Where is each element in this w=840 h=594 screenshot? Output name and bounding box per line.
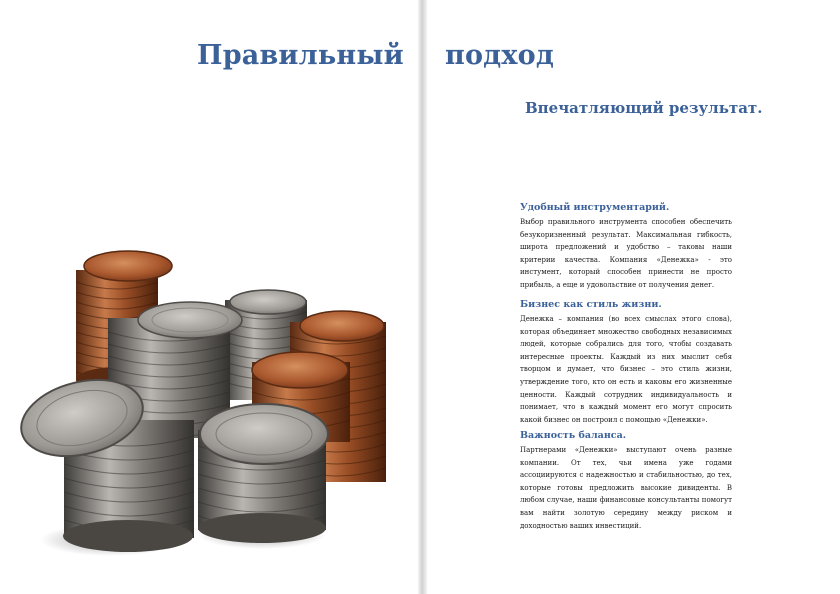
section-heading: Бизнес как стиль жизни.	[520, 299, 662, 310]
coin-stacks-image	[0, 0, 418, 594]
page-gutter	[418, 0, 427, 594]
section-text: Партнерами «Денежки» выступают очень разные компании. От тех, чьи имена уже годами ассоциируются с надежностью и стабильностью, до тех, которые готовы предложить высокие дивиденты. В любом случае, наши финансовые консультанты помогут вам найти золотую середину между риском и доходностью ваших инвестиций.	[520, 446, 732, 530]
section-text: Денежка – компания (во всех смыслах этого слова), которая объединяет множество свободных независимых людей, которые собрались для того, чтобы создавать интересные проекты. Каждый из них мыслит себя творцом и думает, что бизнес – это стиль жизни, утверждение того, кто он есть и каковы его жизненные ценности. Каждый сотрудник индивидуальность и понимает, что в каждый момент его могут спросить какой бизнес он построил с помощью «Денежки».	[520, 315, 732, 424]
left-page	[0, 0, 418, 594]
page-subtitle: Впечатляющий результат.	[525, 99, 763, 117]
right-page	[427, 0, 840, 594]
section-text: Выбор правильного инструмента способен обеспечить безукоризненный результат. Максимальная гибкость, широта предложений и удобство – таковы наши критерии качества. Компания «Денежка» - это инстумент, который способен принести не просто прибыль, а еще и удовольствие от получения денег.	[520, 218, 732, 289]
title-left-word: Правильный	[197, 40, 404, 71]
section-lifestyle	[520, 299, 732, 426]
section-balance	[520, 430, 732, 532]
section-heading: Удобный инструментарий.	[520, 202, 670, 213]
title-right-word: подход	[445, 40, 555, 71]
section-heading: Важность баланса.	[520, 430, 627, 441]
section-tools	[520, 202, 732, 292]
